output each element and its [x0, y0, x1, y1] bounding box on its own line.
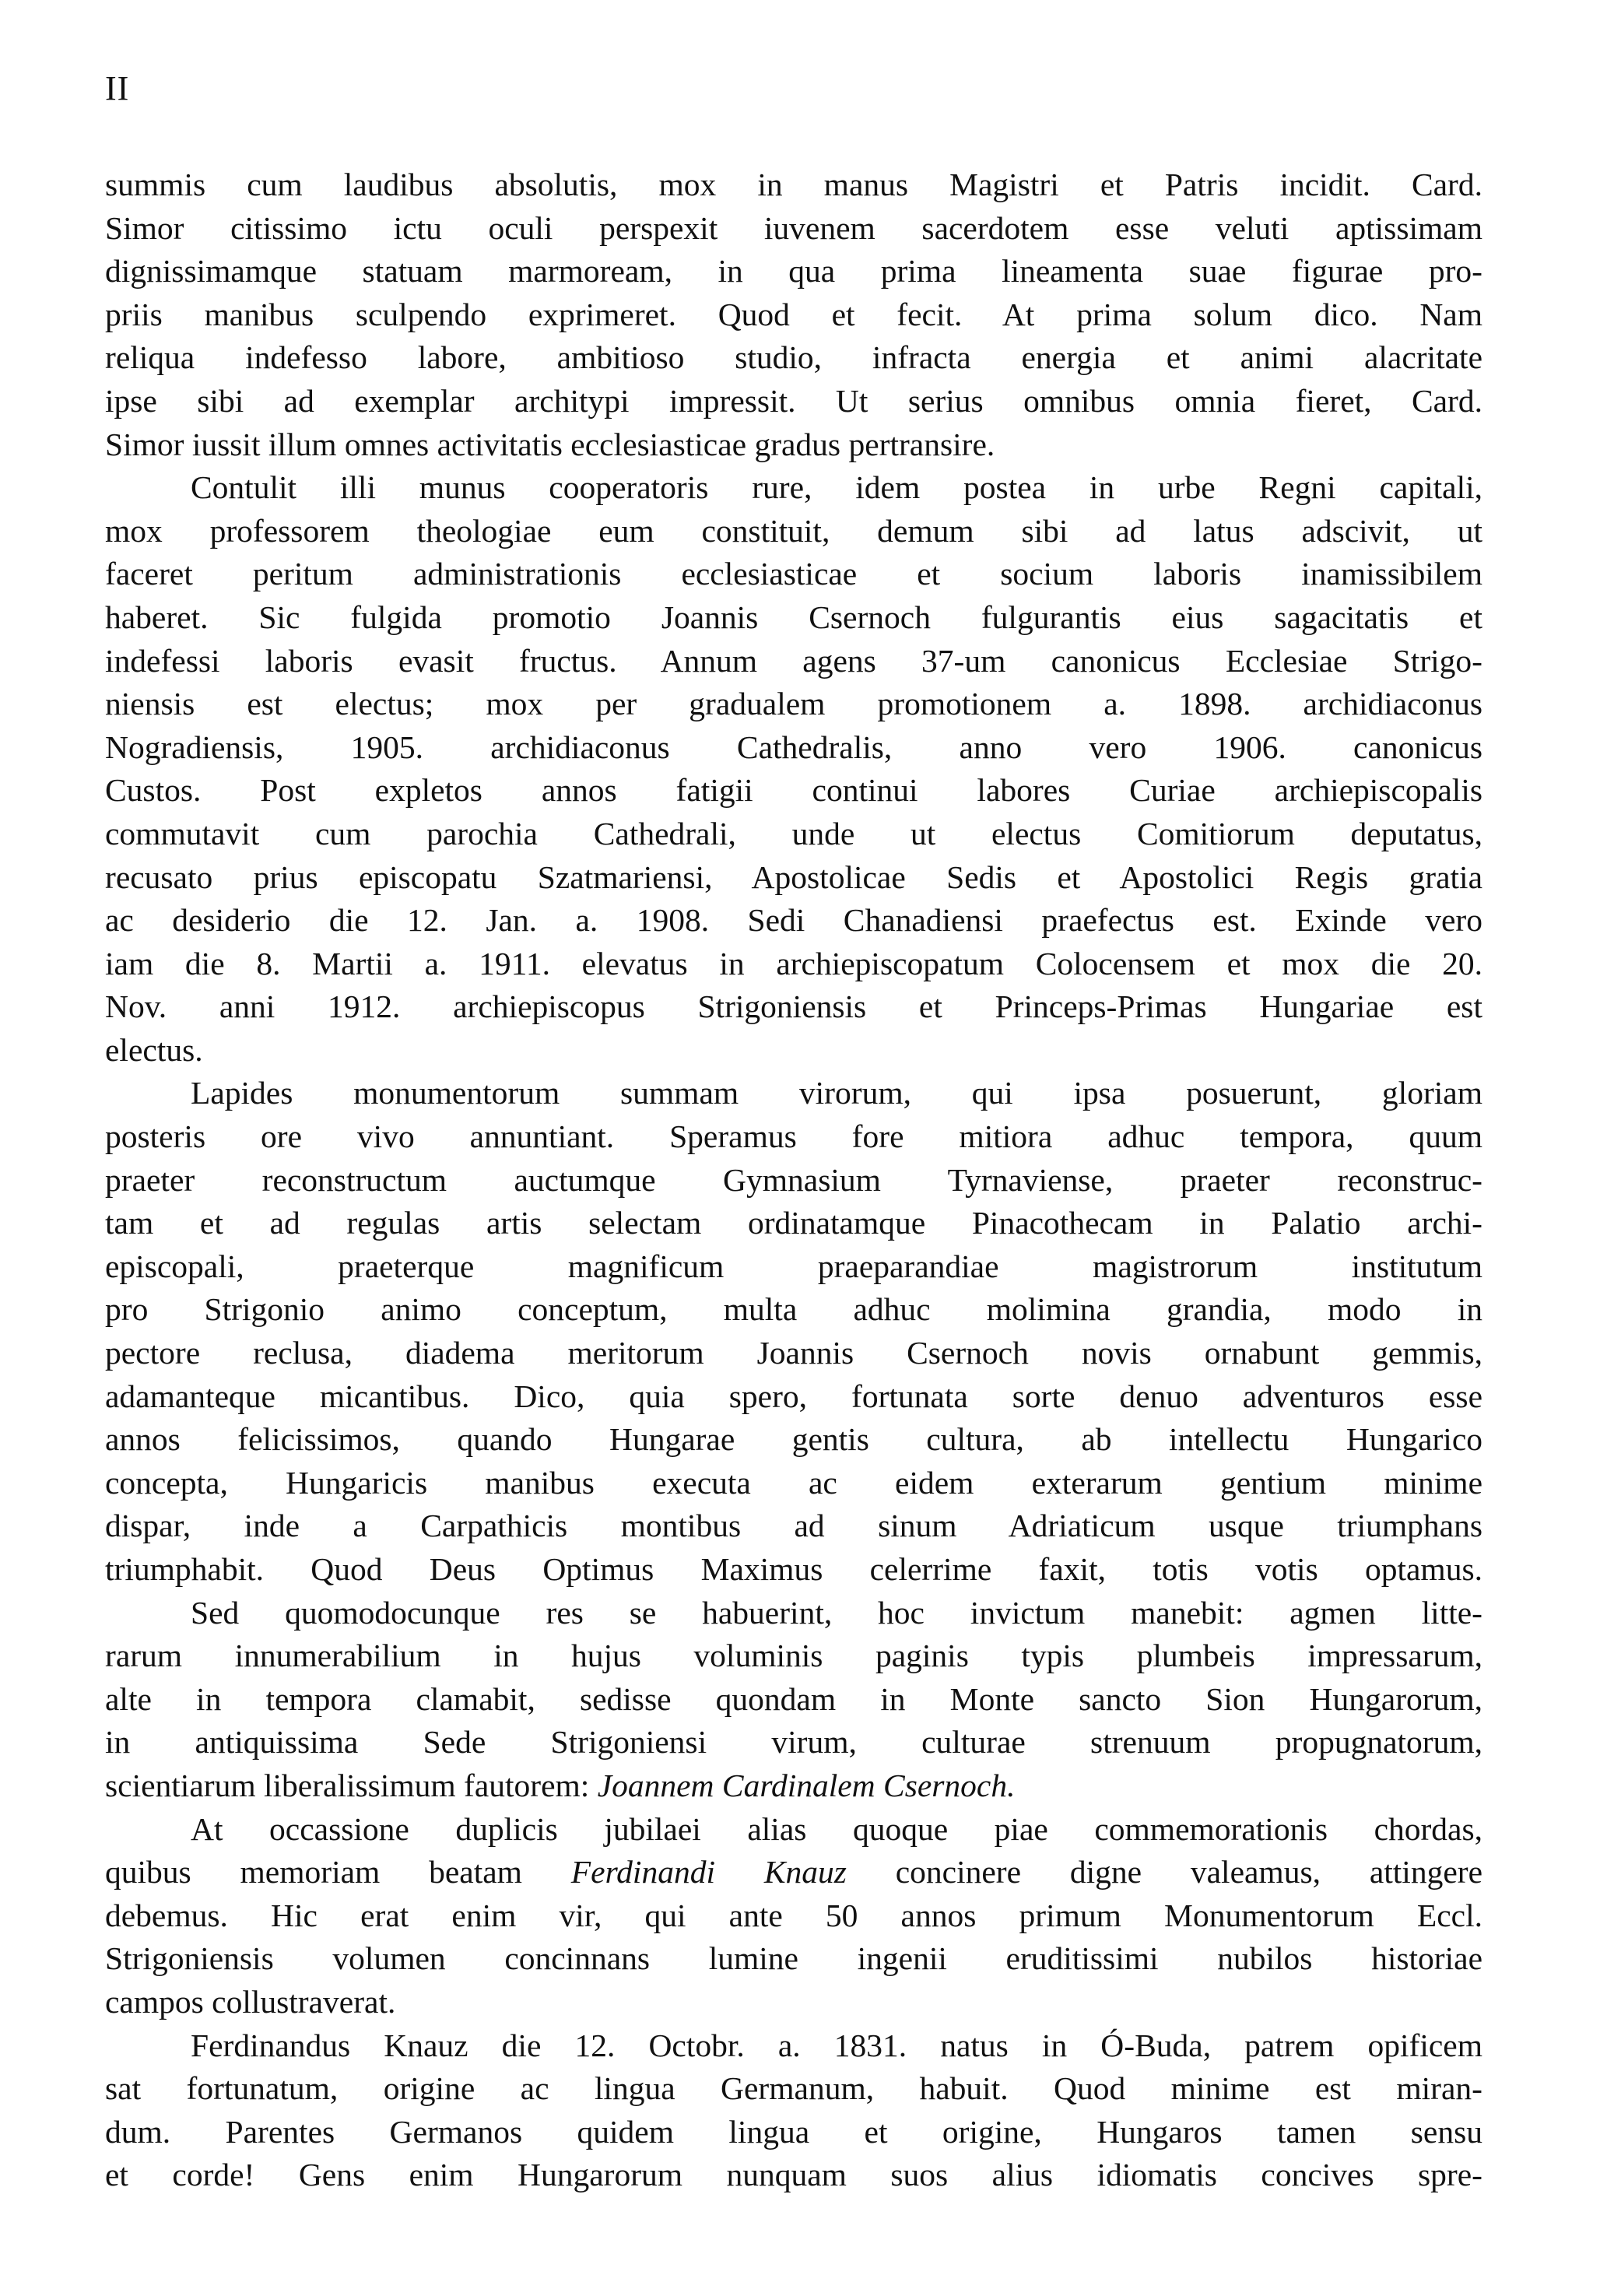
text-segment: haberet. Sic fulgida promotio Joannis Csernoch fulgurantis eius sagacitatis et — [105, 599, 1482, 635]
text-line — [105, 1894, 1482, 1938]
text-line — [105, 1029, 1482, 1073]
text-line — [105, 207, 1482, 251]
text-segment: scientiarum liberalissimum fautorem: — [105, 1767, 598, 1803]
text-line — [105, 2111, 1482, 2154]
text-segment: Nogradiensis, 1905. archidiaconus Cathedralis, anno vero 1906. canonicus — [105, 728, 1482, 765]
text-segment: pectore reclusa, diadema meritorum Joannis Csernoch novis ornabunt gemmis, — [105, 1335, 1482, 1371]
text-line — [105, 293, 1482, 337]
text-segment: annos felicissimos, quando Hungarae gentis cultura, ab intellectu Hungarico — [105, 1421, 1482, 1458]
text-line — [105, 1202, 1482, 1245]
text-segment: posteris ore vivo annuntiant. Speramus fore mitiora adhuc tempora, quum — [105, 1118, 1482, 1155]
text-line — [105, 1851, 1482, 1894]
text-segment: concepta, Hungaricis manibus executa ac eidem exterarum gentium minime — [105, 1464, 1482, 1501]
text-segment: iam die 8. Martii a. 1911. elevatus in archiepiscopatum Colocensem et mox die 20. — [105, 945, 1482, 981]
text-line — [105, 1418, 1482, 1462]
text-segment: campos collustraverat. — [105, 1983, 396, 2020]
text-line — [105, 2154, 1482, 2197]
text-segment: recusato prius episcopatu Szatmariensi, Apostolicae Sedis et Apostolici Regis gratia — [105, 858, 1482, 895]
text-line — [105, 2067, 1482, 2111]
page-number: II — [105, 69, 130, 107]
text-segment: et corde! Gens enim Hungarorum nunquam suos alius idiomatis concives spre- — [105, 2157, 1482, 2193]
text-line — [105, 596, 1482, 640]
text-segment: indefessi laboris evasit fructus. Annum agens 37-um canonicus Ecclesiae Strigo- — [105, 642, 1482, 679]
text-line — [105, 423, 1482, 467]
text-line — [105, 1981, 1482, 2024]
text-line — [105, 943, 1482, 986]
text-segment: pro Strigonio animo conceptum, multa adhuc molimina grandia, modo in — [105, 1291, 1482, 1328]
text-line — [105, 466, 1482, 510]
italic-segment: Joannem Cardinalem Csernoch. — [597, 1767, 1016, 1803]
text-segment: electus. — [105, 1031, 203, 1068]
text-line — [105, 1634, 1482, 1678]
text-segment: alte in tempora clamabit, sedisse quondam in Monte sancto Sion Hungarorum, — [105, 1680, 1482, 1717]
text-line — [105, 1375, 1482, 1419]
text-line — [105, 1937, 1482, 1981]
text-segment: Simor iussit illum omnes activitatis ecclesiasticae gradus pertransire. — [105, 426, 995, 462]
text-segment: rarum innumerabilium in hujus voluminis paginis typis plumbeis impressarum, — [105, 1638, 1482, 1674]
text-line — [105, 1678, 1482, 1722]
text-line — [105, 1504, 1482, 1548]
text-line — [105, 640, 1482, 683]
body-text — [105, 163, 1482, 2197]
text-line — [105, 163, 1482, 207]
text-segment: sat fortunatum, origine ac lingua Germanum, habuit. Quod minime est miran- — [105, 2070, 1482, 2107]
text-segment: Simor citissimo ictu oculi perspexit iuvenem sacerdotem esse veluti aptissimam — [105, 209, 1482, 246]
text-segment: in antiquissima Sede Strigoniensi virum, culturae strenuum propugnatorum, — [105, 1724, 1482, 1761]
text-segment: dignissimamque statuam marmoream, in qua prima lineamenta suae figurae pro- — [105, 253, 1482, 290]
text-segment: ipse sibi ad exemplar architypi impressit. Ut serius omnibus omnia fieret, Card. — [105, 382, 1482, 419]
text-line — [105, 1245, 1482, 1289]
text-segment: mox professorem theologiae eum constituit, demum sibi ad latus adscivit, ut — [105, 512, 1482, 549]
text-line — [105, 250, 1482, 293]
text-line — [105, 1462, 1482, 1505]
text-segment: episcopali, praeterque magnificum praeparandiae magistrorum institutum — [105, 1248, 1482, 1284]
text-line — [105, 1332, 1482, 1375]
text-segment: Lapides monumentorum summam virorum, qui ipsa posuerunt, gloriam — [191, 1075, 1482, 1111]
text-segment: adamanteque micantibus. Dico, quia spero, fortunata sorte denuo adventuros esse — [105, 1378, 1482, 1414]
text-segment: concinere digne valeamus, attingere — [846, 1854, 1482, 1891]
text-segment: dum. Parentes Germanos quidem lingua et origine, Hungaros tamen sensu — [105, 2113, 1482, 2150]
text-line — [105, 510, 1482, 553]
text-segment: triumphabit. Quod Deus Optimus Maximus celerrime faxit, totis votis optamus. — [105, 1551, 1482, 1587]
text-segment: commutavit cum parochia Cathedrali, unde ut electus Comitiorum deputatus, — [105, 815, 1482, 851]
text-segment: Sed quomodocunque res se habuerint, hoc invictum manebit: agmen litte- — [191, 1594, 1482, 1631]
text-line — [105, 813, 1482, 856]
italic-segment: Ferdinandi Knauz — [570, 1854, 847, 1891]
text-segment: Contulit illi munus cooperatoris rure, idem postea in urbe Regni capitali, — [191, 469, 1482, 506]
text-line — [105, 683, 1482, 726]
text-line — [105, 380, 1482, 423]
text-line — [105, 1808, 1482, 1852]
text-line — [105, 1115, 1482, 1159]
text-line — [105, 1072, 1482, 1115]
text-segment: Nov. anni 1912. archiepiscopus Strigoniensis et Princeps-Primas Hungariae est — [105, 988, 1482, 1025]
text-segment: Strigoniensis volumen concinnans lumine ingenii eruditissimi nubilos historiae — [105, 1940, 1482, 1977]
text-segment: ac desiderio die 12. Jan. a. 1908. Sedi Chanadiensi praefectus est. Exinde vero — [105, 902, 1482, 939]
text-line — [105, 1288, 1482, 1332]
text-line — [105, 769, 1482, 813]
text-segment: faceret peritum administrationis ecclesiasticae et socium laboris inamissibilem — [105, 556, 1482, 592]
text-segment: At occassione duplicis jubilaei alias quoque piae commemorationis chordas, — [191, 1810, 1482, 1847]
text-line — [105, 2024, 1482, 2068]
text-line — [105, 1764, 1482, 1808]
text-line — [105, 726, 1482, 770]
text-line — [105, 553, 1482, 596]
text-segment: debemus. Hic erat enim vir, qui ante 50 annos primum Monumentorum Eccl. — [105, 1897, 1482, 1933]
text-segment: dispar, inde a Carpathicis montibus ad sinum Adriaticum usque triumphans — [105, 1508, 1482, 1544]
text-segment: Ferdinandus Knauz die 12. Octobr. a. 1831. natus in Ó-Buda, patrem opificem — [191, 2027, 1482, 2063]
text-line — [105, 856, 1482, 900]
text-line — [105, 336, 1482, 380]
text-segment: Custos. Post expletos annos fatigii continui labores Curiae archiepiscopalis — [105, 772, 1482, 809]
text-line — [105, 899, 1482, 943]
text-segment: reliqua indefesso labore, ambitioso studio, infracta energia et animi alacritate — [105, 339, 1482, 376]
text-segment: tam et ad regulas artis selectam ordinatamque Pinacothecam in Palatio archi- — [105, 1205, 1482, 1241]
text-segment: quibus memoriam beatam — [105, 1854, 571, 1891]
text-line — [105, 985, 1482, 1029]
text-segment: summis cum laudibus absolutis, mox in manus Magistri et Patris incidit. Card. — [105, 167, 1482, 202]
text-line — [105, 1548, 1482, 1592]
text-segment: priis manibus sculpendo exprimeret. Quod et fecit. At prima solum dico. Nam — [105, 296, 1482, 332]
text-line — [105, 1159, 1482, 1202]
text-line — [105, 1592, 1482, 1635]
text-segment: niensis est electus; mox per gradualem promotionem a. 1898. archidiaconus — [105, 686, 1482, 722]
text-line — [105, 1721, 1482, 1764]
text-segment: praeter reconstructum auctumque Gymnasium Tyrnaviense, praeter reconstruc- — [105, 1161, 1482, 1198]
